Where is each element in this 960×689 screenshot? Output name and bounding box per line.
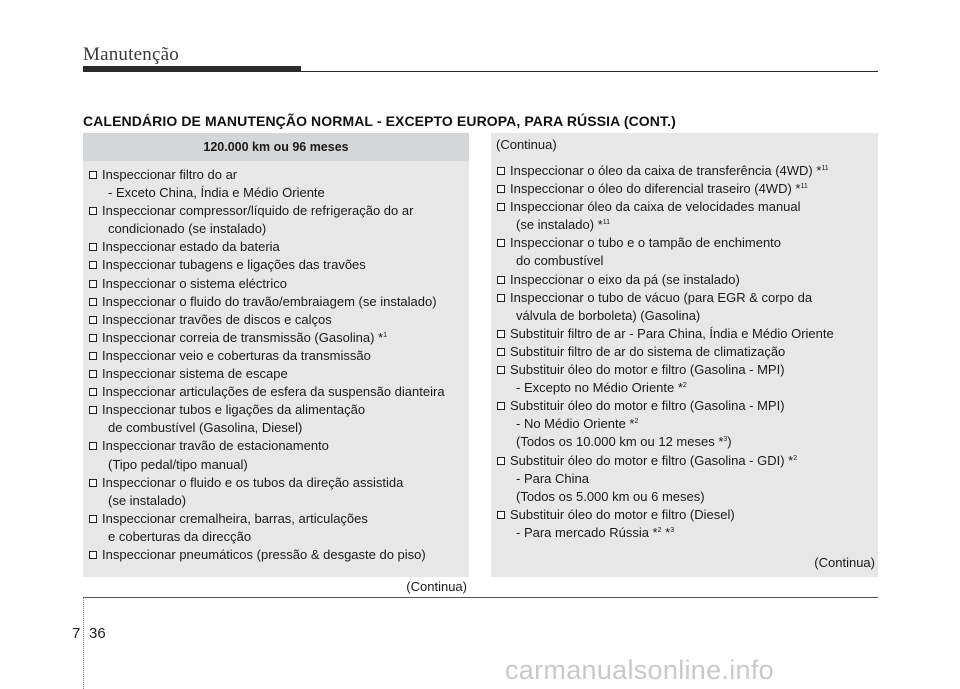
item-subtext-text: - Para China [516,470,589,486]
checkbox-icon [89,207,97,215]
item-text: Inspeccionar sistema de escape [102,366,288,382]
footnote-ref: 2 [682,382,687,390]
checklist-item [496,234,878,270]
item-subtext-text: (Todos os 5.000 km ou 6 meses) [516,488,705,504]
item-subtext [510,433,878,451]
item-subtext: (Tipo pedal/tipo manual) [108,456,248,472]
item-subtext: condicionado (se instalado) [108,221,267,237]
checkbox-icon [497,348,505,356]
item-text: Inspeccionar pneumáticos (pressão & desgaste do piso) [102,546,426,562]
right-items [491,133,878,542]
checklist-item [496,325,878,343]
item-text: Inspeccionar óleo da caixa de velocidades manual [510,199,801,215]
checkbox-icon [497,239,505,247]
item-subtext [510,488,878,506]
checklist-item [88,166,469,202]
item-subtext-text: do combustível [516,253,604,269]
item-text: Substituir filtro de ar do sistema de climatização [510,343,786,359]
item-text: Inspeccionar veio e coberturas da transmissão [102,347,371,363]
item-subtext-text: * [661,524,671,540]
item-subtext-text: (Todos os 10.000 km ou 12 meses * [516,434,724,450]
item-text: Inspeccionar articulações de esfera da suspensão dianteira [102,384,445,400]
item-subtext [510,524,878,542]
checkbox-icon [497,185,505,193]
checklist-item [88,202,469,238]
item-text: Inspeccionar cremalheira, barras, articulações [102,510,368,526]
item-text: Inspeccionar o eixo da pá (se instalado) [510,271,740,287]
checkbox-icon [89,316,97,324]
footnote-ref: 3 [723,436,728,444]
footnote-ref: 1 [383,331,387,339]
watermark: carmanualsonline.info [505,655,774,685]
footnote-ref: 11 [800,183,808,191]
item-subtext [510,307,878,325]
item-subtext-text: - Excepto no Médio Oriente * [516,380,683,396]
checklist-item [88,311,469,329]
checklist-item [496,452,878,506]
checklist-item [88,510,469,546]
checkbox-icon [89,406,97,414]
item-text: Substituir óleo do motor e filtro (Diesel) [510,506,735,522]
checklist-item [496,397,878,451]
item-subtext [510,470,878,488]
chapter-number: 7 [72,625,81,642]
item-subtext [510,379,878,397]
item-text: Substituir óleo do motor e filtro (Gasolina - MPI) [510,398,785,414]
item-subtext [510,415,878,433]
item-subtext-text: - No Médio Oriente * [516,416,635,432]
checkbox-icon [89,551,97,559]
checkbox-icon [497,276,505,284]
left-column-header: 120.000 km ou 96 meses [83,133,469,161]
footnote-ref: 11 [821,165,829,172]
checkbox-icon [497,457,505,465]
footnote-ref: 3 [670,526,675,534]
footnote-ref: 2 [793,454,798,462]
checkbox-icon [89,171,97,179]
footer-rule [83,597,878,598]
item-text: Substituir filtro de ar - Para China, Índia e Médio Oriente [510,325,834,341]
checkbox-icon [89,388,97,396]
checkbox-icon [89,334,97,342]
item-subtext-text: (se instalado) * [516,217,603,233]
item-subtext: - Exceto China, Índia e Médio Oriente [108,185,325,201]
checkbox-icon [497,402,505,410]
checkbox-icon [89,261,97,269]
item-subtext-text: ) [727,434,732,450]
checklist-item [496,180,878,198]
footnote-ref: 2 [657,526,662,534]
checkbox-icon [497,330,505,338]
checkbox-icon [497,294,505,302]
checklist-item [88,275,469,293]
item-text: Inspeccionar travão de estacionamento [102,438,329,454]
item-subtext: (se instalado) [108,492,187,508]
checkbox-icon [89,298,97,306]
footnote-ref: 11 [602,219,610,227]
checklist-item [496,271,878,289]
checklist-item [88,256,469,274]
left-continued-label: (Continua) [406,579,467,594]
checklist-item [496,289,878,325]
checklist-item [88,383,469,401]
item-subtext [510,252,878,270]
checklist-item [88,365,469,383]
item-text: Inspeccionar travões de discos e calços [102,311,332,327]
item-text: Inspeccionar o fluido e os tubos da direção assistida [102,474,404,490]
header-bar [83,66,301,72]
item-subtext-text: - Para mercado Rússia * [516,524,658,540]
item-text: Inspeccionar o tubo e o tampão de enchimento [510,235,782,251]
left-column [83,133,469,594]
section-title: CALENDÁRIO DE MANUTENÇÃO NORMAL - EXCEPTO EUROPA, PARA RÚSSIA (CONT.) [83,113,676,129]
right-continued-top: (Continua) [496,137,557,152]
checkbox-icon [89,442,97,450]
item-text: Inspeccionar estado da bateria [102,239,280,255]
item-text: Substituir óleo do motor e filtro (Gasolina - MPI) [510,362,785,378]
item-text: Inspeccionar o tubo de vácuo (para EGR & corpo da [510,289,813,305]
item-text: Inspeccionar tubos e ligações da alimentação [102,402,366,418]
footnote-ref: 2 [634,418,639,426]
checkbox-icon [89,370,97,378]
item-text: Inspeccionar o óleo do diferencial traseiro (4WD) * [510,181,801,197]
item-text: Inspeccionar o fluido do travão/embraiagem (se instalado) [102,293,437,309]
item-text: Inspeccionar filtro do ar [102,167,238,182]
item-subtext [510,216,878,234]
checkbox-icon [89,243,97,251]
checklist-item [496,361,878,397]
item-text: Inspeccionar tubagens e ligações das travões [102,257,366,273]
checklist-item [88,437,469,473]
left-items [83,161,469,564]
checkbox-icon [497,511,505,519]
checkbox-icon [89,479,97,487]
checkbox-icon [89,352,97,360]
item-text: Substituir óleo do motor e filtro (Gasolina - GDI) * [510,452,794,468]
checklist-item [88,546,469,564]
page-number: 36 [89,625,106,642]
checkbox-icon [497,203,505,211]
checkbox-icon [497,366,505,374]
right-column [491,133,878,577]
checklist-item [88,329,469,347]
footer-divider [83,598,85,689]
checklist-item [88,474,469,510]
header-rule [301,71,878,72]
checklist-item [496,343,878,361]
running-title: Manutenção [83,44,179,65]
item-text: Inspeccionar o sistema eléctrico [102,275,287,291]
item-text: Inspeccionar correia de transmissão (Gasolina) * [102,329,384,345]
item-subtext: de combustível (Gasolina, Diesel) [108,420,303,436]
checklist-item [496,162,878,180]
checkbox-icon [89,280,97,288]
item-subtext: e coberturas da direcção [108,528,252,544]
checkbox-icon [497,167,505,175]
checklist-item [88,293,469,311]
checklist-item [88,347,469,365]
checklist-item [496,198,878,234]
checklist-item [88,401,469,437]
checklist-item [496,506,878,542]
right-continued-label: (Continua) [814,555,875,570]
checklist-item [88,238,469,256]
item-text: Inspeccionar compressor/líquido de refrigeração do ar [102,203,414,219]
checkbox-icon [89,515,97,523]
item-subtext-text: válvula de borboleta) (Gasolina) [516,307,701,323]
item-text: Inspeccionar o óleo da caixa de transferência (4WD) * [510,163,822,178]
